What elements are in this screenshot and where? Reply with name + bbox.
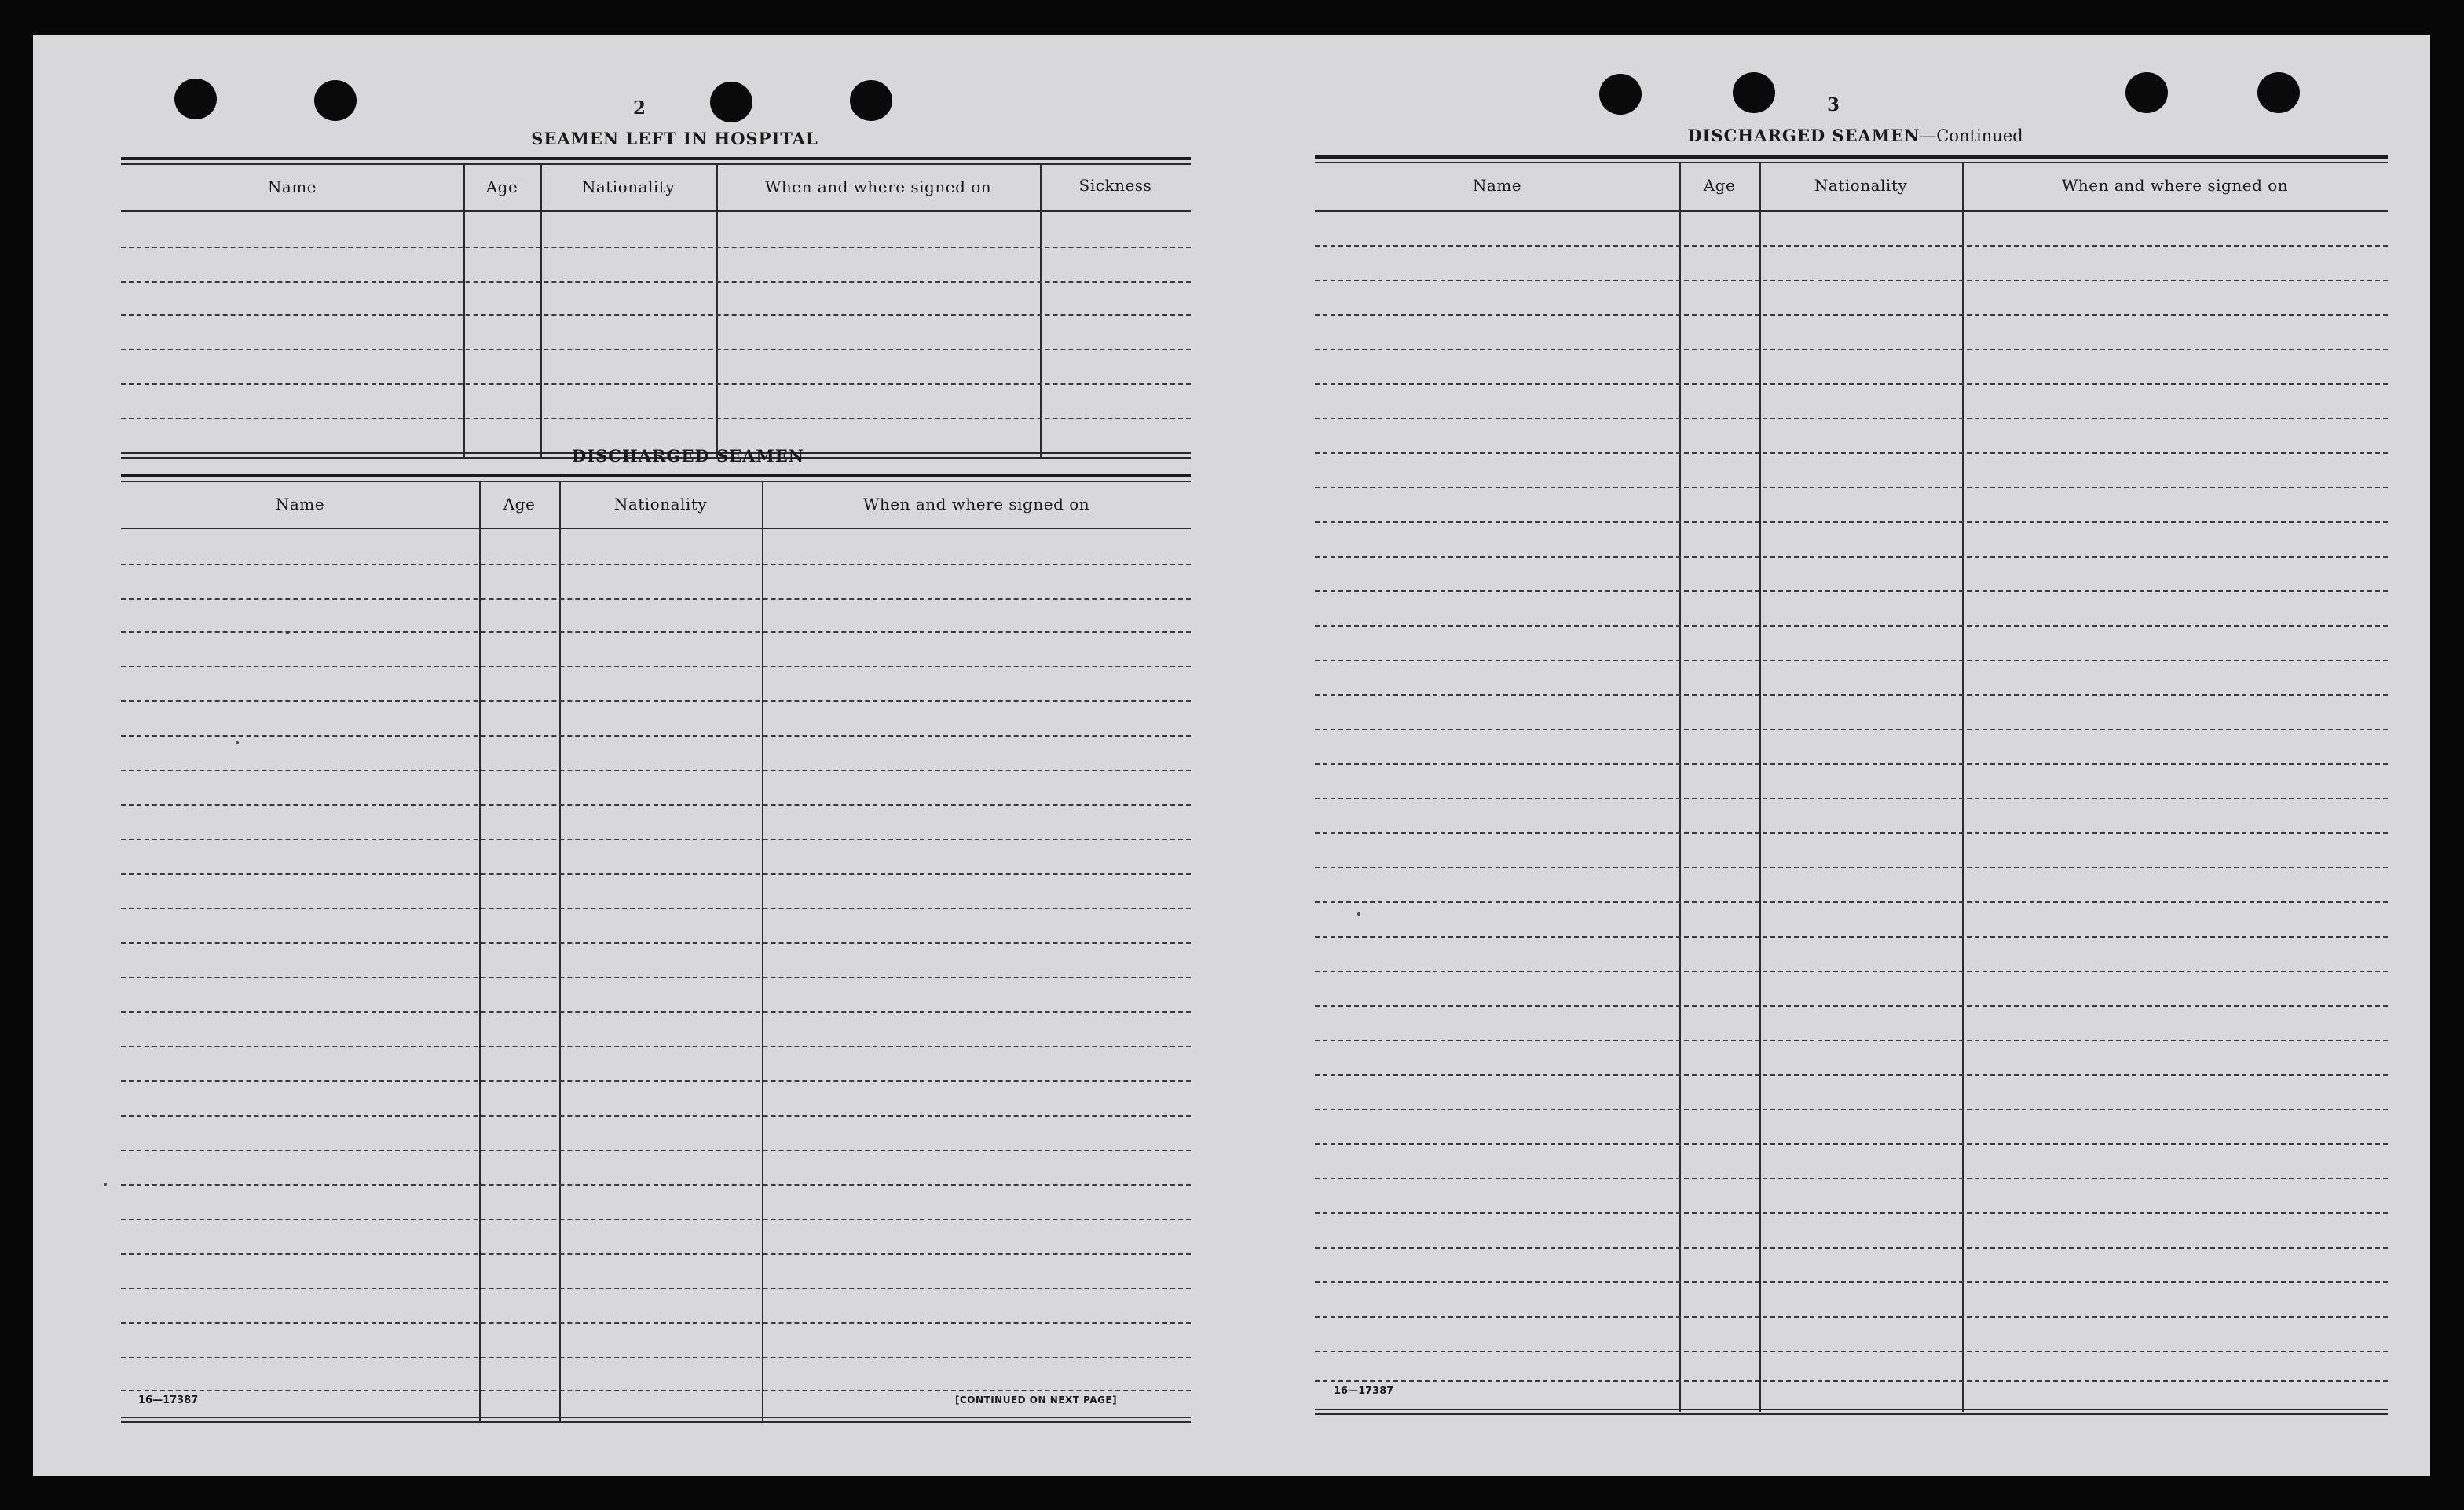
column-header: Age: [503, 495, 536, 514]
entry-line: [1315, 1005, 2388, 1007]
entry-line: [1315, 1109, 2388, 1110]
page-number: 2: [633, 97, 647, 119]
column-header: Nationality: [613, 495, 708, 514]
column-header: Nationality: [581, 177, 675, 196]
entry-line: [1315, 452, 2388, 454]
entry-line: [1315, 1351, 2388, 1352]
column-header: Nationality: [1814, 176, 1908, 195]
punch-hole: [174, 79, 217, 119]
entry-line: [1315, 625, 2388, 627]
entry-line: [1315, 1212, 2388, 1214]
hospital-table: [121, 157, 1191, 462]
form-number: 16—17387: [138, 1395, 199, 1406]
punch-hole: [2125, 72, 2168, 113]
entry-line: [121, 1115, 1191, 1117]
entry-line: [1315, 763, 2388, 765]
entry-line: [1315, 418, 2388, 419]
entry-line: [1315, 1281, 2388, 1283]
entry-line: [121, 735, 1191, 737]
entry-line: [1315, 1040, 2388, 1041]
entry-line: [121, 1011, 1191, 1013]
speck: [104, 1183, 107, 1186]
entry-line: [121, 418, 1191, 419]
entry-line: [121, 383, 1191, 385]
entry-line: [1315, 556, 2388, 558]
column-header: Age: [1703, 176, 1736, 195]
column-header: When and where signed on: [862, 495, 1090, 514]
column-header: Name: [267, 177, 317, 196]
page-number: 3: [1827, 94, 1841, 115]
punch-hole: [1599, 74, 1642, 115]
entry-line: [121, 1150, 1191, 1151]
entry-line: [121, 314, 1191, 316]
entry-line: [1315, 1380, 2388, 1382]
entry-line: [1315, 487, 2388, 488]
discharged-table-left: [121, 474, 1191, 1424]
entry-line: [121, 247, 1191, 248]
entry-line: [1315, 1178, 2388, 1179]
entry-line: [1315, 798, 2388, 799]
entry-line: [121, 839, 1191, 840]
column-header: Age: [485, 177, 518, 196]
entry-line: [1315, 1074, 2388, 1076]
entry-line: [1315, 1316, 2388, 1318]
entry-line: [121, 1253, 1191, 1255]
entry-line: [121, 942, 1191, 944]
punch-hole: [850, 80, 892, 121]
entry-line: [121, 1322, 1191, 1324]
entry-line: [121, 281, 1191, 283]
section-title-hospital: SEAMEN LEFT IN HOSPITAL: [531, 129, 818, 148]
entry-line: [1315, 867, 2388, 868]
entry-line: [1315, 280, 2388, 281]
entry-line: [121, 1390, 1191, 1391]
column-header: Name: [275, 495, 325, 514]
entry-line: [1315, 590, 2388, 592]
entry-line: [1315, 314, 2388, 316]
scanned-document: [33, 35, 2430, 1476]
entry-line: [1315, 971, 2388, 972]
column-header: Name: [1472, 176, 1522, 195]
entry-line: [1315, 936, 2388, 938]
entry-line: [121, 666, 1191, 667]
form-number: 16—17387: [1334, 1385, 1394, 1397]
punch-hole: [314, 80, 357, 121]
entry-line: [121, 977, 1191, 978]
entry-line: [121, 1357, 1191, 1358]
entry-line: [121, 873, 1191, 875]
entry-line: [121, 598, 1191, 600]
punch-hole: [1733, 72, 1775, 113]
entry-line: [121, 1219, 1191, 1220]
punch-hole: [710, 82, 752, 122]
entry-line: [121, 1288, 1191, 1289]
entry-line: [1315, 660, 2388, 661]
entry-line: [121, 770, 1191, 771]
entry-line: [1315, 1247, 2388, 1249]
entry-line: [121, 631, 1191, 633]
continued-note: [CONTINUED ON NEXT PAGE]: [955, 1395, 1118, 1406]
discharged-table-right: [1315, 155, 2388, 1418]
entry-line: [121, 804, 1191, 806]
entry-line: [1315, 349, 2388, 350]
entry-line: [121, 700, 1191, 702]
punch-hole: [2257, 72, 2300, 113]
column-header: Sickness: [1078, 176, 1152, 195]
entry-line: [1315, 1143, 2388, 1145]
entry-line: [121, 349, 1191, 350]
entry-line: [1315, 245, 2388, 247]
entry-line: [1315, 694, 2388, 696]
column-header: When and where signed on: [764, 177, 992, 196]
entry-line: [121, 564, 1191, 565]
entry-line: [1315, 901, 2388, 903]
column-header: When and where signed on: [2061, 176, 2289, 195]
entry-line: [1315, 521, 2388, 523]
entry-line: [121, 1046, 1191, 1047]
entry-line: [1315, 729, 2388, 730]
entry-line: [1315, 832, 2388, 834]
section-title-discharged: DISCHARGED SEAMEN: [572, 446, 804, 466]
title-suffix: —Continued: [1920, 126, 2023, 145]
entry-line: [121, 1184, 1191, 1186]
entry-line: [121, 908, 1191, 909]
entry-line: [121, 1080, 1191, 1082]
entry-line: [1315, 383, 2388, 385]
title-main: DISCHARGED SEAMEN: [1687, 126, 1920, 145]
section-title-discharged-continued: [1659, 126, 2052, 145]
